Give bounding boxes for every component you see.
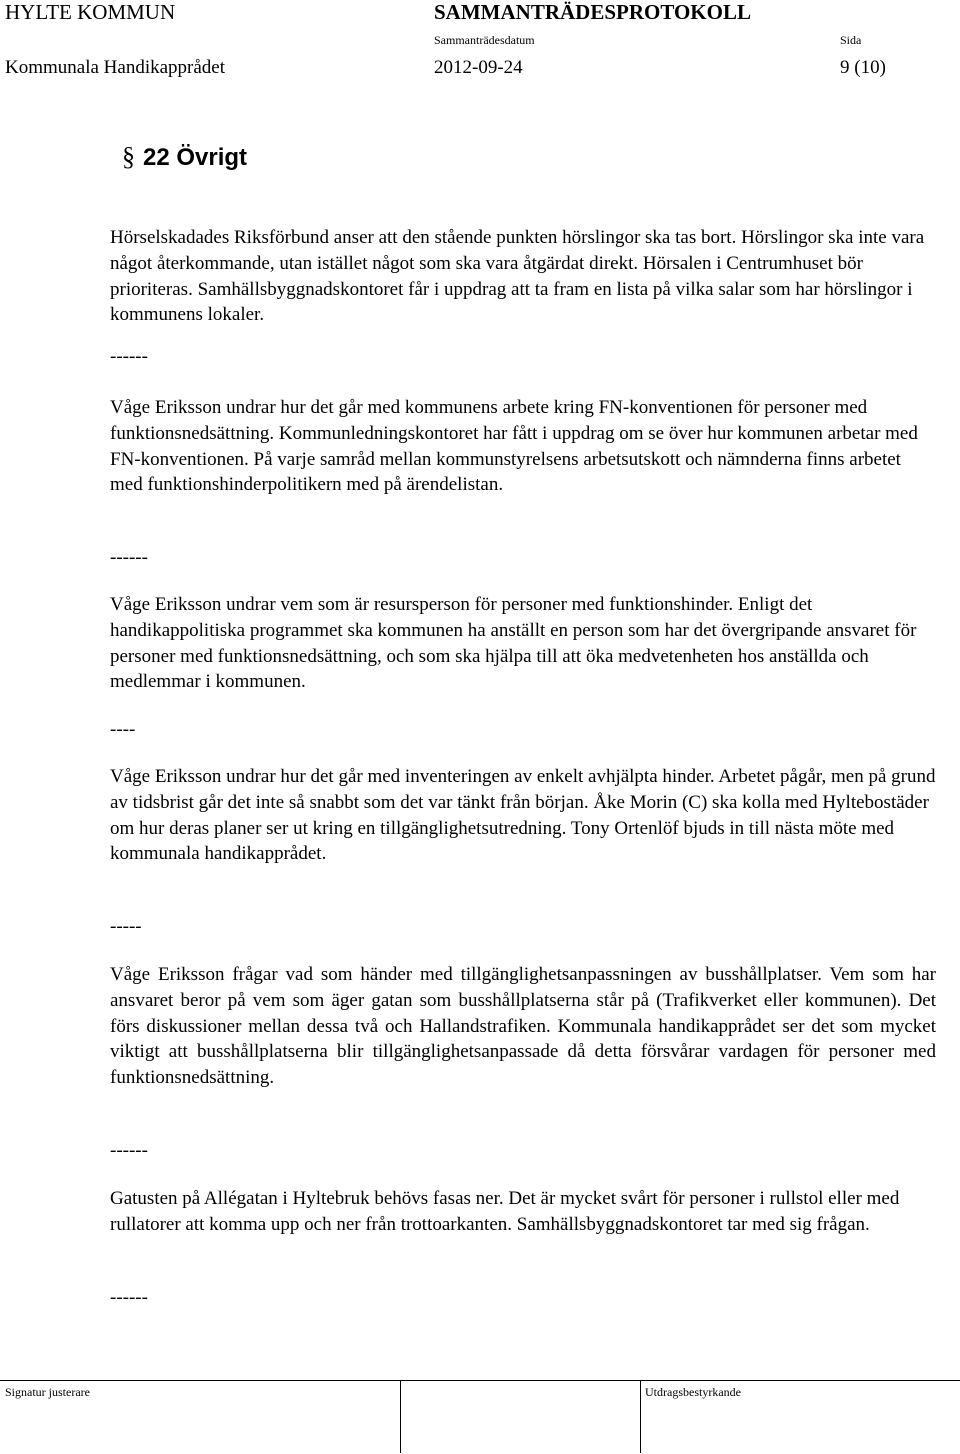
section-title: 22 Övrigt [143, 144, 248, 171]
paragraph-text-sans-part: Hörselskadades Riksförbund anser att den stående punkten hörslingor ska tas bort. Hörslingor ska inte vara något återkommande, utan istället något som ska vara åtgärdat direkt. Hörsalen i Centrumhuset bör prioriteras. [110, 227, 925, 300]
separator: ------ [110, 1140, 148, 1161]
page-number: 9 (10) [840, 57, 886, 78]
document-type: SAMMANTRÄDESPROTOKOLL [434, 0, 751, 24]
paragraph-fn-konventionen: Våge Eriksson undrar hur det går med kommunens arbete kring FN-konventionen för personer med funktionsnedsättning. Kommunledningskontoret har fått i uppdrag om se över hur kommunen arbetar med FN-konventionen. På varje samråd mellan kommunstyrelsens arbetsutskott och nämnderna finns arbetet med funktionshinderpolitikern med på ärendelistan. [110, 397, 918, 496]
paragraph-horslingor [110, 225, 940, 328]
paragraph-allegatan: Gatusten på Allégatan i Hyltebruk behövs fasas ner. Det är mycket svårt för personer i rullstol eller med rullatorer att komma upp och ner från trottoarkanten. Samhällsbyggnadskontoret tar med sig frågan. [110, 1188, 900, 1235]
separator: ---- [110, 719, 136, 740]
signature-label: Signatur justerare [5, 1385, 90, 1399]
paragraph-resursperson: Våge Eriksson undrar vem som är resursperson för personer med funktionshinder. Enligt det handikappolitiska programmet ska kommunen ha anställt en person som har det övergripande ansvaret för personer med funktionsnedsättning, och som ska hjälpa till att öka medvetenheten hos anställda och medlemmar i kommunen. [110, 594, 917, 693]
separator: ------ [110, 346, 148, 367]
section-heading [122, 142, 247, 172]
section-symbol: § [122, 142, 135, 171]
paragraph-inventering: Våge Eriksson undrar hur det går med inventeringen av enkelt avhjälpta hinder. Arbetet pågår, men på grund av tidsbrist går det inte så snabbt som det var tänkt från början. Åke Morin (C) ska kolla med Hyltebostäder om hur deras planer ser ut kring en tillgänglighetsutredning. Tony Ortenlöf bjuds in till nästa möte med kommunala handikapprådet. [110, 766, 936, 865]
organization-name: HYLTE KOMMUN [5, 0, 176, 24]
page-label: Sida [840, 33, 862, 47]
separator: ------ [110, 547, 148, 568]
meeting-date: 2012-09-24 [434, 57, 523, 78]
extract-certification-label: Utdragsbestyrkande [645, 1385, 741, 1399]
separator: ------ [110, 1287, 148, 1308]
footer-signature-box [0, 1380, 960, 1453]
meeting-date-label: Sammanträdesdatum [434, 33, 535, 47]
paragraph-busshallplatser: Våge Eriksson frågar vad som händer med tillgänglighetsanpassningen av busshållplatser. Vem som har ansvaret beror på vem som äger gatan som busshållplatserna står på (Trafikverket eller kommunen). Det förs diskussioner mellan dessa två och Hallandstrafiken. Kommunala handikapprådet ser det som mycket viktigt att busshållplatserna blir tillgänglighetsanpassade då detta försvårar vardagen för personer med funktionsnedsättning. [110, 964, 936, 1089]
separator: ----- [110, 916, 142, 937]
paragraph-text-serif-part: Samhällsbyggnadskontoret får i uppdrag att ta fram en lista på vilka salar som har hörslingor i kommunens lokaler. [110, 278, 913, 326]
committee-name: Kommunala Handikapprådet [5, 57, 226, 78]
footer-divider [400, 1381, 401, 1453]
footer-divider [640, 1381, 641, 1453]
